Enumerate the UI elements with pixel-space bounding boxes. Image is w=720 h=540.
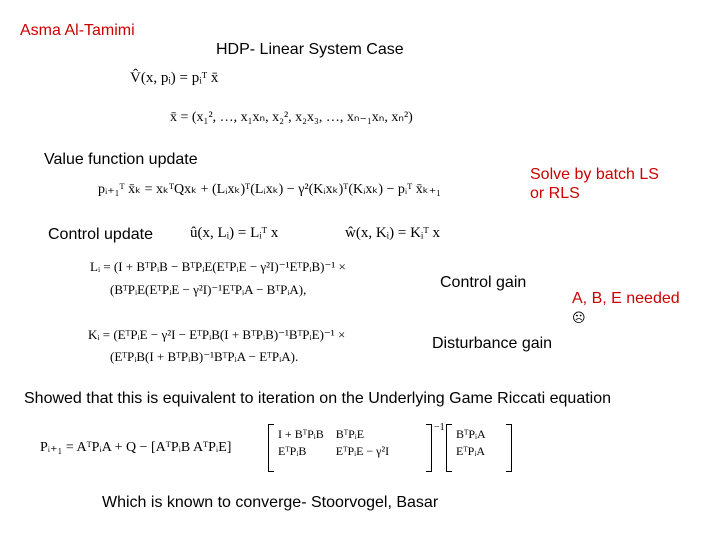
riccati-matrix-cell: EᵀPᵢB [278, 444, 307, 458]
k-gain-equation-line2: (EᵀPᵢB(I + BᵀPᵢB)⁻¹BᵀPᵢA − EᵀPᵢA). [110, 349, 299, 364]
l-gain-equation-line1: Lᵢ = (I + BᵀPᵢB − BᵀPᵢE(EᵀPᵢE − γ²I)⁻¹EᵀPᵢB)⁻¹ × [90, 259, 346, 274]
control-gain-label: Control gain [440, 274, 527, 291]
l-gain-equation-line2: (BᵀPᵢE(EᵀPᵢE − γ²I)⁻¹EᵀPᵢA − BᵀPᵢA), [110, 282, 307, 297]
riccati-inverse-exponent: −1 [434, 422, 445, 433]
xbar-equation: x̄ = (x₁², …, x₁xₙ, x₂², x₂x₃, …, xₙ₋₁xₙ, xₙ²) [170, 110, 413, 125]
riccati-vector [450, 426, 492, 460]
riccati-matrix-cell: EᵀPᵢE − γ²I [335, 444, 390, 458]
uhat-equation: û(x, Lᵢ) = Lᵢᵀ x [190, 225, 279, 241]
what-equation: ŵ(x, Kᵢ) = Kᵢᵀ x [345, 225, 441, 241]
sad-face-icon: ☹ [572, 311, 586, 326]
solve-note: Solve by batch LS or RLS [530, 166, 659, 202]
control-update-label: Control update [48, 226, 153, 243]
needed-note: A, B, E needed [572, 290, 680, 307]
slide-title: HDP- Linear System Case [216, 41, 404, 58]
disturbance-gain-label: Disturbance gain [432, 335, 553, 352]
riccati-matrix-cell: I + BᵀPᵢB [278, 427, 324, 441]
riccati-lhs: Pᵢ₊₁ = AᵀPᵢA + Q − [AᵀPᵢB AᵀPᵢE] [40, 440, 232, 455]
riccati-vector-right-bracket [506, 424, 512, 472]
vhat-equation: V̂(x, pᵢ) = pᵢᵀ x̄ [130, 70, 219, 86]
riccati-matrix-right-bracket [426, 424, 432, 472]
riccati-matrix-cell: BᵀPᵢE [335, 427, 365, 441]
value-update-equation: pᵢ₊₁ᵀ x̄ₖ = xₖᵀQxₖ + (Lᵢxₖ)ᵀ(Lᵢxₖ) − γ²(Kᵢxₖ)ᵀ(Kᵢxₖ) − pᵢᵀ x̄ₖ₊₁ [98, 182, 442, 197]
riccati-vector-cell: EᵀPᵢA [456, 444, 485, 458]
riccati-vector-cell: BᵀPᵢA [456, 427, 486, 441]
k-gain-equation-line1: Kᵢ = (EᵀPᵢE − γ²I − EᵀPᵢB(I + BᵀPᵢB)⁻¹BᵀPᵢE)⁻¹ × [88, 327, 346, 342]
convergence-note: Which is known to converge- Stoorvogel, Basar [102, 494, 439, 511]
riccati-matrix [272, 426, 395, 460]
riccati-note: Showed that this is equivalent to iteration on the Underlying Game Riccati equation [24, 390, 612, 407]
value-update-label: Value function update [44, 151, 198, 168]
author-name: Asma Al-Tamimi [20, 22, 135, 39]
